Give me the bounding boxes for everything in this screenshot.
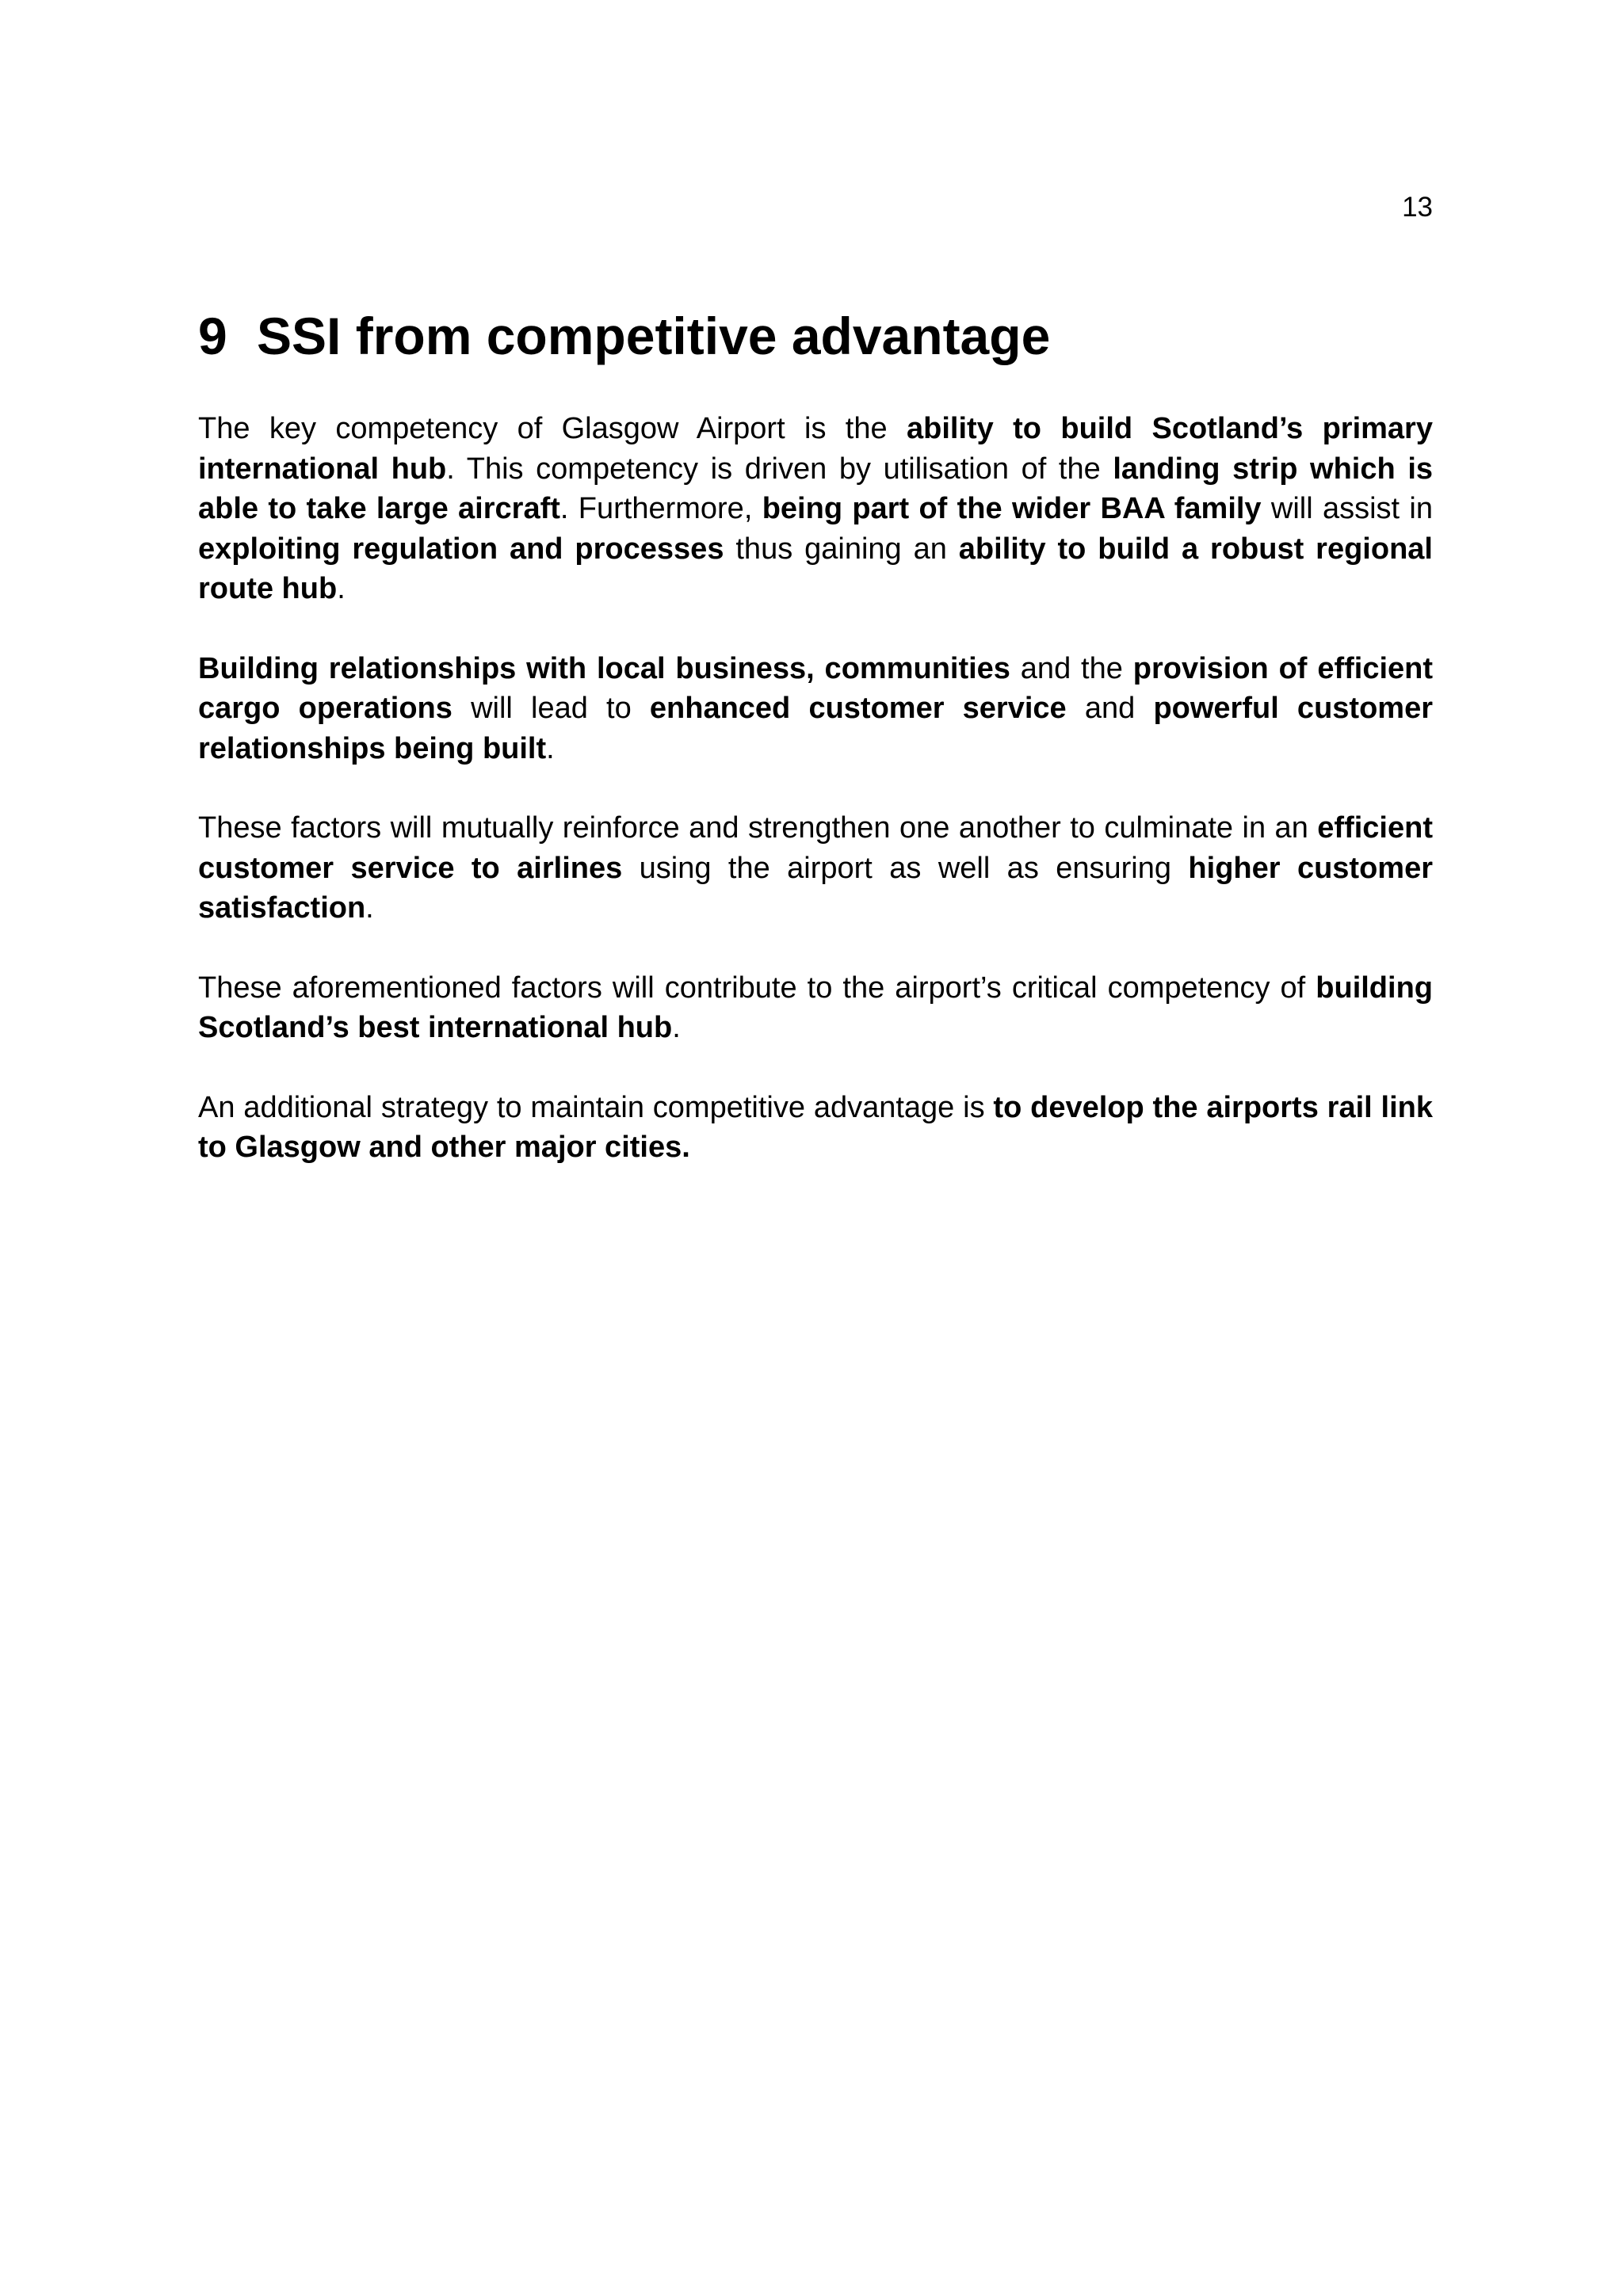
text-run: These factors will mutually reinforce and strengthen one another to culminate in an: [198, 811, 1318, 845]
text-run: .: [365, 891, 374, 925]
text-run: and the: [1010, 651, 1133, 685]
paragraph-4: [198, 968, 1433, 1048]
bold-phrase: provision of efficient cargo operations: [198, 651, 1434, 725]
page-number: 13: [1402, 192, 1433, 223]
section-title: SSI from competitive advantage: [257, 307, 1051, 365]
bold-phrase: to develop the airports rail link to Glasgow and other major cities.: [198, 1090, 1434, 1164]
bold-phrase: exploiting regulation and processes: [198, 532, 724, 566]
body-text: [198, 409, 1433, 1207]
text-run: using the airport as well as ensuring: [622, 851, 1189, 885]
bold-phrase: being part of the wider BAA family: [762, 492, 1262, 525]
paragraph-5: [198, 1088, 1433, 1168]
bold-phrase: efficient customer service to airlines: [198, 811, 1433, 885]
text-run: will assist in: [1261, 492, 1434, 525]
text-run: . This competency is driven by utilisation of the: [446, 452, 1113, 486]
bold-phrase: ability to build Scotland’s primary international hub: [198, 412, 1433, 486]
bold-phrase: higher customer satisfaction: [198, 851, 1434, 925]
bold-phrase: Building relationships with local business, communities: [198, 651, 1010, 685]
bold-phrase: ability to build a robust regional route hub: [198, 532, 1433, 605]
paragraph-1: [198, 409, 1433, 609]
text-run: An additional strategy to maintain competitive advantage is: [198, 1090, 994, 1124]
bold-phrase: enhanced customer service: [649, 692, 1067, 725]
text-run: .: [337, 572, 346, 605]
text-run: thus gaining an: [724, 532, 959, 566]
paragraph-3: [198, 808, 1433, 929]
section-number: 9: [198, 307, 227, 365]
bold-phrase: powerful customer relationships being built: [198, 692, 1433, 765]
section-heading: [198, 298, 1050, 374]
paragraph-2: [198, 649, 1433, 769]
text-run: will lead to: [452, 692, 650, 725]
text-run: and: [1066, 692, 1154, 725]
text-run: The key competency of Glasgow Airport is the: [198, 412, 907, 445]
text-run: . Furthermore,: [559, 492, 762, 525]
text-run: .: [546, 731, 555, 765]
text-run: These aforementioned factors will contribute to the airport’s critical competency of: [198, 971, 1316, 1005]
bold-phrase: landing strip which is able to take large aircraft: [198, 452, 1434, 525]
bold-phrase: building Scotland’s best international hub: [198, 971, 1433, 1044]
text-run: .: [672, 1011, 681, 1044]
